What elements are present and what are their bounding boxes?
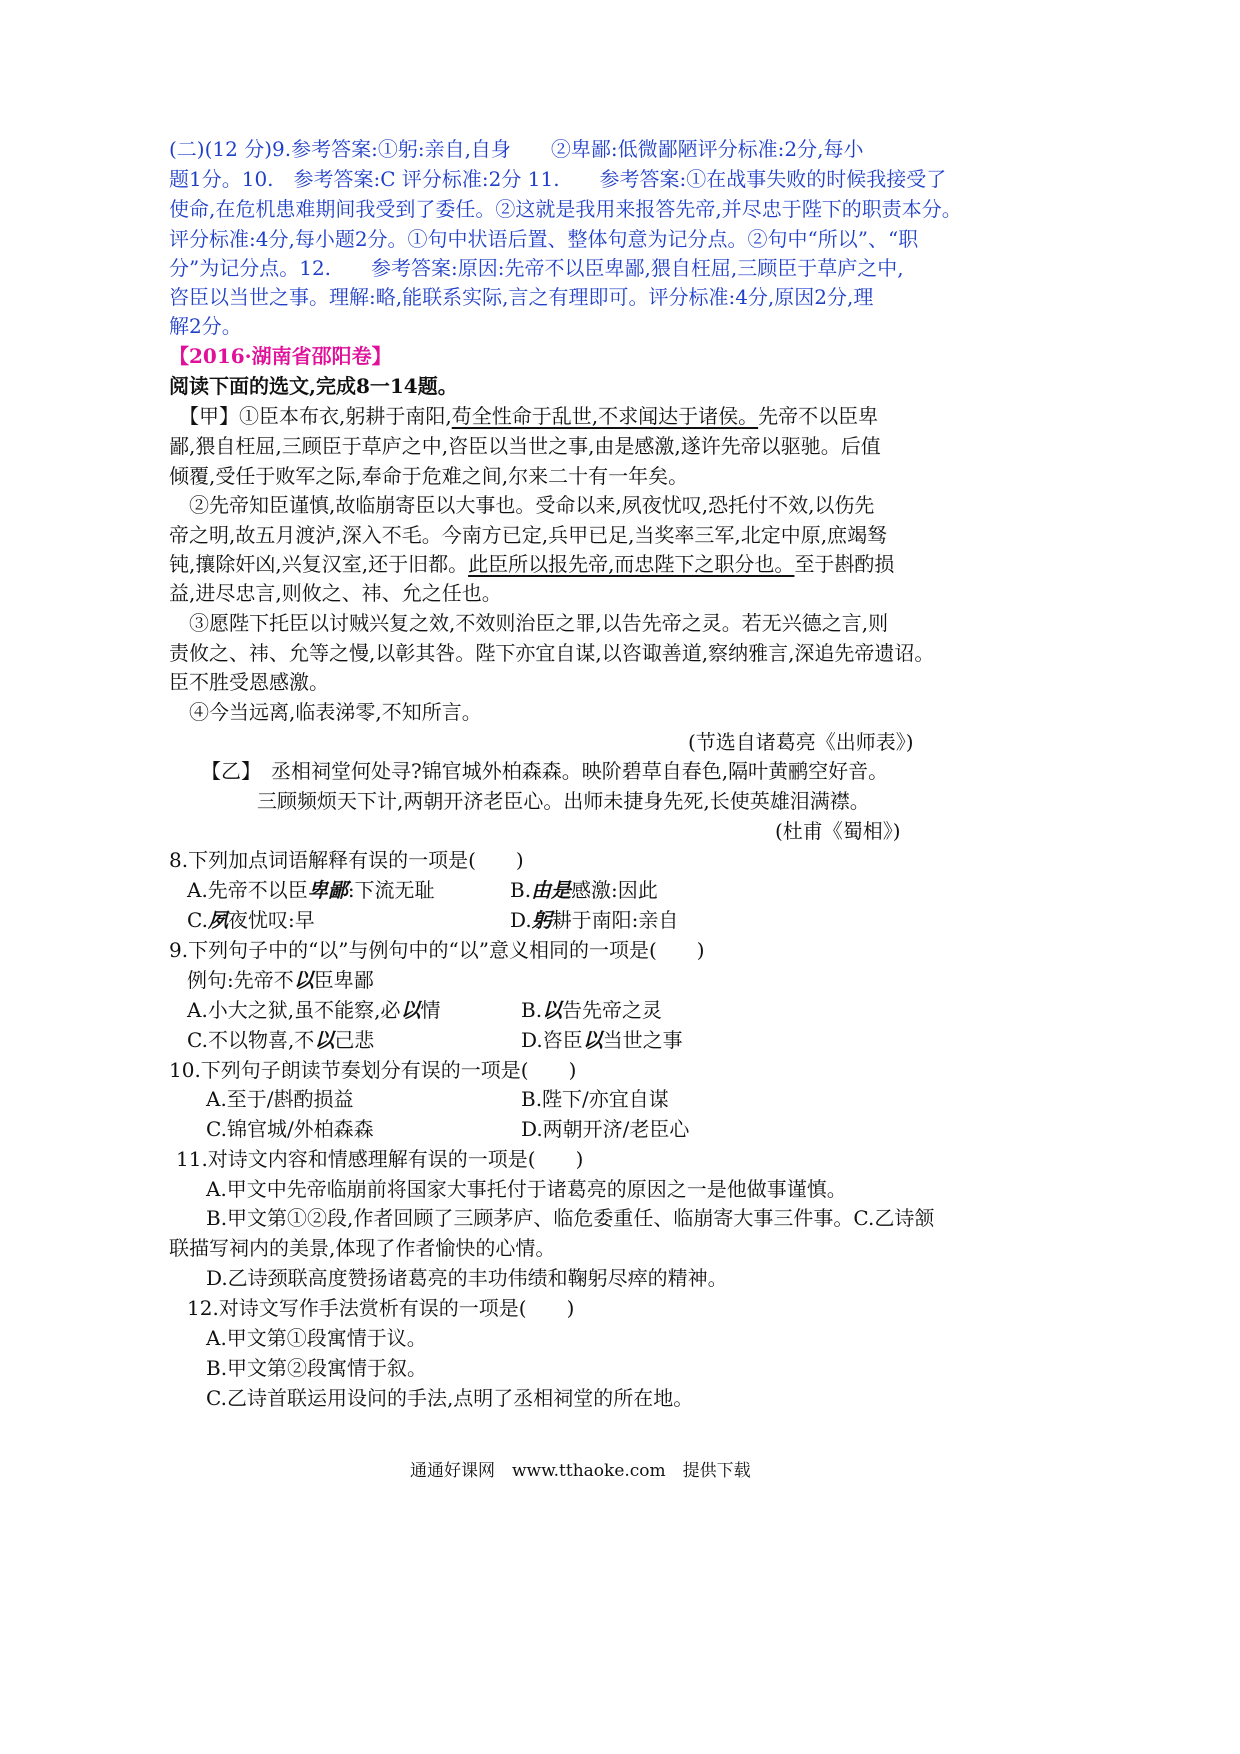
q11-option-d: D.乙诗颈联高度赞扬诸葛亮的丰功伟绩和鞠躬尽瘁的精神。 (206, 1266, 728, 1290)
question-12-stem: 12.对诗文写作手法赏析有误的一项是( ) (187, 1296, 575, 1320)
q9-option-b: B.以告先帝之灵 (521, 998, 663, 1022)
jia-para3-line2: 责攸之、祎、允等之慢,以彰其咎。陛下亦宜自谋,以咨诹善道,察纳雅言,深追先帝遗诏。 (169, 641, 935, 665)
yi-poem-line1: 【乙】 丞相祠堂何处寻?锦官城外柏森森。映阶碧草自春色,隔叶黄鹂空好音。 (201, 759, 889, 783)
jia-para1-line3: 倾覆,受任于败军之际,奉命于危难之间,尔来二十有一年矣。 (169, 464, 689, 488)
answer-line-4: 评分标准:4分,每小题2分。①句中状语后置、整体句意为记分点。②句中“所以”、“职 (169, 227, 919, 251)
answer-line-3: 使命,在危机患难期间我受到了委任。②这就是我用来报答先帝,并尽忠于陛下的职责本分。 (169, 197, 962, 221)
q10-option-a: A.至于/斟酌损益 (206, 1087, 354, 1111)
dotted-word: 以 (542, 998, 563, 1022)
footer-download-note: 通通好课网 www.tthaoke.com 提供下载 (410, 1461, 751, 1481)
q11-option-bc-line1: B.甲文第①②段,作者回顾了三顾茅庐、临危委重任、临崩寄大事三件事。C.乙诗颔 (206, 1206, 935, 1230)
answer-line-2: 题1分。10. 参考答案:C 评分标准:2分 11. 参考答案:①在战事失败的时候我接受了 (169, 167, 947, 191)
q10-option-c: C.锦官城/外柏森森 (206, 1117, 374, 1141)
q10-option-d: D.两朝开济/老臣心 (521, 1117, 690, 1141)
jia-para1-line2: 鄙,猥自枉屈,三顾臣于草庐之中,咨臣以当世之事,由是感激,遂许先帝以驱驰。后值 (169, 434, 881, 458)
jia-para2-line4: 益,进尽忠言,则攸之、祎、允之任也。 (169, 581, 502, 605)
jia-para3-line1: ③愿陛下托臣以讨贼兴复之效,不效则治臣之罪,以告先帝之灵。若无兴德之言,则 (169, 611, 889, 635)
q12-option-a: A.甲文第①段寓情于议。 (206, 1326, 427, 1350)
dotted-word: 以 (314, 1028, 335, 1052)
dotted-word: 卑鄙 (307, 878, 348, 902)
dotted-word: 躬 (531, 908, 552, 932)
answer-line-6: 咨臣以当世之事。理解:略,能联系实际,言之有理即可。评分标准:4分,原因2分,理 (169, 285, 874, 309)
jia-source: (节选自诸葛亮《出师表》) (688, 730, 914, 754)
q9-option-c: C.不以物喜,不以己悲 (187, 1028, 375, 1052)
yi-poem-line2: 三顾频烦天下计,两朝开济老臣心。出师未捷身先死,长使英雄泪满襟。 (257, 789, 870, 813)
q10-option-b: B.陛下/亦宜自谋 (521, 1087, 669, 1111)
question-11-stem: 11.对诗文内容和情感理解有误的一项是( ) (176, 1147, 584, 1171)
dotted-word: 由是 (531, 878, 572, 902)
yi-source: (杜甫《蜀相》) (775, 819, 901, 843)
q8-option-b: B.由是感激:因此 (510, 878, 658, 902)
q9-example: 例句:先帝不以臣卑鄙 (187, 968, 374, 992)
jia-para4: ④今当远离,临表涕零,不知所言。 (169, 700, 482, 724)
q12-option-c: C.乙诗首联运用设问的手法,点明了丞相祠堂的所在地。 (206, 1386, 694, 1410)
question-9-stem: 9.下列句子中的“以”与例句中的“以”意义相同的一项是( ) (169, 938, 705, 962)
dotted-word: 夙 (207, 908, 228, 932)
question-10-stem: 10.下列句子朗读节奏划分有误的一项是( ) (169, 1058, 577, 1082)
answer-line-1: (二)(12 分)9.参考答案:①躬:亲自,自身 ②卑鄙:低微鄙陋评分标准:2分,每小 (169, 137, 864, 161)
q9-option-a: A.小大之狱,虽不能察,必以情 (187, 998, 441, 1022)
reading-instruction: 阅读下面的选文,完成8一14题。 (169, 374, 458, 398)
q8-option-d: D.躬耕于南阳:亲自 (510, 908, 679, 932)
q8-option-a: A.先帝不以臣卑鄙:下流无耻 (187, 878, 435, 902)
question-8-stem: 8.下列加点词语解释有误的一项是( ) (169, 848, 524, 872)
q11-option-a: A.甲文中先帝临崩前将国家大事托付于诸葛亮的原因之一是他做事谨慎。 (206, 1177, 847, 1201)
underlined-sentence-1: 苟全性命于乱世,不求闻达于诸侯。 (451, 404, 759, 428)
section-title: 【2016·湖南省邵阳卷】 (169, 344, 392, 368)
jia-para2-line2: 帝之明,故五月渡泸,深入不毛。今南方已定,兵甲已足,当奖率三军,北定中原,庶竭驽 (169, 523, 888, 547)
q12-option-b: B.甲文第②段寓情于叙。 (206, 1356, 428, 1380)
q9-option-d: D.咨臣以当世之事 (521, 1028, 683, 1052)
answer-line-5: 分”为记分点。12. 参考答案:原因:先帝不以臣卑鄙,猥自枉屈,三顾臣于草庐之中, (169, 256, 904, 280)
underlined-sentence-2: 此臣所以报先帝,而忠陛下之职分也。 (468, 552, 795, 576)
jia-para3-line3: 臣不胜受恩感激。 (169, 670, 329, 694)
dotted-word: 以 (582, 1028, 603, 1052)
q11-option-c-line2: 联描写祠内的美景,体现了作者愉快的心情。 (169, 1236, 556, 1260)
jia-para2-line1: ②先帝知臣谨慎,故临崩寄臣以大事也。受命以来,夙夜忧叹,恐托付不效,以伤先 (169, 493, 875, 517)
dotted-word: 以 (293, 968, 314, 992)
jia-para1-line1: 【甲】①臣本布衣,躬耕于南阳,苟全性命于乱世,不求闻达于诸侯。先帝不以臣卑 (169, 404, 879, 428)
dotted-word: 以 (400, 998, 421, 1022)
answer-line-7: 解2分。 (169, 314, 242, 338)
q8-option-c: C.夙夜忧叹:早 (187, 908, 315, 932)
jia-para2-line3: 钝,攘除奸凶,兴复汉室,还于旧都。此臣所以报先帝,而忠陛下之职分也。至于斟酌损 (169, 552, 895, 576)
